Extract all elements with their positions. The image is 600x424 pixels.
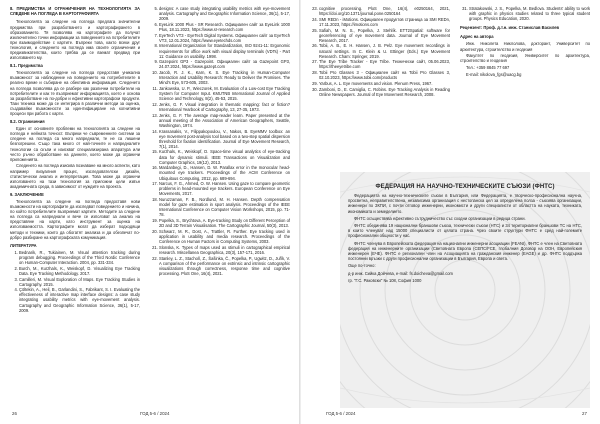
reference-item: 15. Kurzhals, K., Weiskopf, D. Space-time visual analytics of eye-tracking data for dynamic stimuli. IEEE Transactions on Visualization and Computer Graphics, 19(12), 2013. — [159, 149, 290, 164]
paragraph: ФНТС осъществява ефективно сътрудничество със сходни организации в редица страни. — [354, 215, 526, 221]
reference-item: 9. Gazepoint GP3 - Gazepoint. Официален сайт за Gazepoint GP3, 24.07.2024, https://www.gazept.com — [159, 59, 290, 69]
reference-item: 18. Nuruzzaman, F. B., Nordlund, M. H. Hansen. Depth compensation model for gaze estimation in sport analysis. Proceedings of the IEEE International Conference on Computer Vision Workshops, 2015, pp. 71-78. — [159, 197, 290, 217]
reviewer-line: Рецензент: Проф. д.т.н. инж. Станислав Василев — [460, 25, 560, 31]
reference-item: 6. EyeLink 1000 Plus - SR Research. Официален сайт за EyeLink 1000 Plus, 18.11.2023, https://www.sr-research.com — [159, 22, 290, 32]
reference-item: 30. Zamboni, D., E. Camiglia, C. Robins. Eye Tracking Analysis in Reading Online Newspapers. Journal of Eye Movement Research, 2008. — [319, 87, 450, 97]
reference-item: 5. designs: A case study integrating usability metrics with eye-movement analysis. Cartography and Geographic Information Science, 36(1), 5-17, 2009. — [159, 6, 290, 21]
paragraph: Един от основните проблеми на технологията за следене на погледа е нейната точност. Въпреки че съвременните системи за следене на погледа са много напреднали, те не са лишени безпогрешни. Също така много от най-точните и напредналите технологии са скъпи и изискват специализирана апаратура или често ръчно обработване на данните, което може да ограничи приложенията. — [10, 126, 140, 162]
paragraph: ФНТС членува в Европейската федерация на национални инженерни асоциации (FEANI), ФНТС е член на Световната федерация на инженерните организации (Световната Европа (СЕПС/FCE, глобалния Договор на ООН, Европейския инженерен (ЕЧЕ). ФНТС е регионален член на Асоциацията на гражданския инженер (EAGE) и др. ФНТС поддържа постоянни връзки с други професионални организации в България, Европа и света. — [348, 240, 582, 262]
reference-item: 20. Schwarz, M. R., Dost, A., Trattler, R. Further. Eye tracking used in application in usability and media research. Proceedings of the Conference on Human Factors in Computing Systems, 2003. — [159, 229, 290, 244]
author-address-line: Инж. Николета Никлолова, докторант, Университет по архитектура, строителство и геодезия — [460, 41, 590, 52]
contact-line: д-р инж. Сийка Дойчева, e-mail: fs.doicheva@gmail.com — [348, 270, 453, 276]
reference-item: 12. Jenks, G. F. Visual integration in thematic mapping: fact or fiction? International Yearbook of Cartography, 13, 27-35, 1973. — [159, 102, 290, 112]
reference-item: 13. Jenks, G. F. The average map-reader learn. Paper presented at the annual meeting of the Association of American Geographers, Seattle, Washington, 1974. — [159, 113, 290, 128]
left-page-column-1 — [10, 6, 140, 406]
reference-item: 21. Slonska, K. Types of maps used as stimuli in cartographical empirical research. Miscellanea Geographica, 20(3), 157-171, 2016. — [159, 245, 290, 255]
reference-item: 22. Stanley, L. Z., Stachoň, Z., Šašinka, Č., Popelka, P., Ugwitz, D., Juřík, V. A comparison of the performance on extrinsic and intrinsic cartographic visualizations through correctness, response time and cognitive processing. PloS One, 16(4), 2021. — [159, 256, 290, 276]
issue-label: ГОД 5-6 / 2024 — [140, 411, 170, 416]
reference-item: 23. cognitive processing. PloS One, 16(4), e0250164, 2021, https://doi.org/10.1371/journal.pone.0250164 — [319, 6, 450, 16]
reference-item: 2. Burch, M., Kurzhals, K., Weiskopf, D. Visualizing Eye Tracking Data. Eye Tracking Methodology. 2017. — [19, 266, 140, 276]
reference-item: 27. The Eye Tribe Tracker - Eye Tribe. Технически сайт, 05.06.2023, https://theeyetribe.com — [319, 59, 450, 69]
federation-title: ФЕДЕРАЦИЯ НА НАУЧНО-ТЕХНИЧЕСКИТЕ СЪЮЗИ (ФНТС) — [375, 184, 555, 190]
reference-item: 31. Stratakowski, J. S., Popelka, M. Bedlova. Students' ability to work with graphic in physics studies related to three typical student groups. Physics Education, 2020. — [469, 6, 590, 21]
right-page-column-2 — [460, 6, 590, 166]
reference-list — [150, 6, 290, 276]
paragraph: Следенето на погледа изисква познаване на много аспекти, като например визуалния процес, изследователски дизайн, статистически анализ и интерпретация. Това може да ограничи използването на тази технология за приложни цели извън академичната среда, в зависимост от нуждите на проекта. — [10, 163, 140, 189]
issue-label: ГОД 5-6 / 2024 — [326, 411, 356, 416]
contact-label: Още по-точно: — [348, 263, 376, 269]
reference-item: 26. Tobii, A. B., E. H. Hansen, J. B. Pelz. Eye movement recordings in natural settings. In C. Klein & U. Ettinger (Eds.) Eye Movement Research. Cham: Springer, 2019. — [319, 43, 450, 58]
reference-item: 28. Tobii Pro Glasses 3 - Официален сайт на Tobii Pro Glasses 3, 02.10.2023, https://www.tobii.com/products — [319, 70, 450, 80]
paragraph: ФНТС обединява 19 национални браншови съюза, технически съюзи (НТС) и 34 териториални браншови ТС на НТС, в които членуват над 15000 специалисти от цялата страна. Чрез своите структури ФНТС е сред най-големите професионални общности у нас. — [348, 223, 582, 239]
reference-item: 7. EyeTech VT3 - EyeTech Digital Systems. Официален сайт за EyeTech VT3, 12.01.2024, https://www.eyetechds.com — [159, 33, 290, 43]
reference-item: 3. Camilleri, M. Visual Exploration of Maps. Eye Tracking Studies in Cartography. 2015. — [19, 277, 140, 287]
author-phone: Тел.: +359 8845 77 697 — [466, 65, 510, 71]
reference-list — [460, 6, 590, 21]
federation-text — [348, 184, 582, 285]
reference-item: 4. Çöltekin, A., Heil, B., Garlandini, S., Fabrikant, S. I. Evaluating the effectiveness of interactive map interface designs: a case study integrating usability metrics with eye-movement analysis. Cartography and Geographic Information Science, 36(1), 5-17, 2009. — [19, 287, 140, 312]
right-page-column-1 — [310, 6, 450, 166]
paragraph: Технологията за следене на погледа предлага значителни предимства при разработването и картографирането в образованието. Тя позволява на картографите да получат изключително точни информации за поведението на потребителите при взаимодействие с картите. Въпреки това, както всеки друг технология, и следенето на погледа има своите ограничения и предизвикателства, които трябва да се вземат предвид при използването му. — [10, 19, 140, 61]
reference-list — [10, 250, 140, 313]
reference-item: 10. Jacob, R. J. K., Karn, K. S. Eye Tracking in Human-Computer Interaction and Usability Research: Ready to Deliver the Promises. The Mind's Eye, 573-605, 2003. — [159, 70, 290, 85]
reference-item: 25. Safiah, M. N. S., Popelka, J. Stehlík. ETT2Spatial: software for georeferencing of eye movement data. Journal of Eye Movement Research, 2017. — [319, 28, 450, 43]
author-address-line: Факултет по геодезия, Университет по архитектура, строителство и геодезия — [460, 53, 590, 64]
reference-list — [310, 6, 450, 97]
paragraph: Федерацията на научно-техническите съюзи в България, или Федерацията, е творческо-професионална научна, просветна, неправителствена, независима организация с нестопанска цел за определена полза - съюзява организации, инженери по ЗКПИ, с почти отговор инженерни, икономисти и други специалисти от областта на науката, техниката, икономиката и земеделието. — [348, 193, 582, 214]
references-heading: ЛИТЕРАТУРА — [10, 242, 37, 248]
section-heading: 8. ПРЕДИМСТВА И ОГРАНИЧЕНИЯ НА ТЕХНОЛОГИЯТА ЗА СЛЕДЕНЕ НА ПОГЛЕДА В КАРТОГРАФИЯТА — [10, 6, 140, 17]
left-page-column-2 — [150, 6, 290, 406]
author-email: E-mail: nikolova_fgs@uacg.bg — [466, 71, 522, 77]
reference-item: 1. Bednarik, R., Tukiainen, M. Visual attention tracking during program debugging. Proceedings of the Third Nordic Conference on Human-Computer Interaction. 2004, pp. 331-334. — [19, 250, 140, 265]
author-address-heading: Адрес на автора — [460, 34, 494, 40]
contact-line: гр. "Г.С. Раковски" № 108, София 1000 — [348, 277, 422, 283]
section-heading: 9. ЗАКЛЮЧЕНИЕ — [10, 191, 44, 197]
reference-item: 24. SMI REDn - iMotions. Официален продуктов страница за SMI REDn, 17.11.2023, https://imotions.com — [319, 17, 450, 27]
reference-item: 8. International Organization for Standardization, ISO 9241-11: Ergonomic requirements for office work with visual display terminals (VDTs) - Part 11: Guidance on usability. 1998. — [159, 43, 290, 58]
paragraph: Технологията за следене на погледа предоставя нови възможности на картографите да изследват поведението и начина, по който потребителите възприемат картите. Методите за следене на погледа са напреднали и вече се използват за анализ на представяне на карти, като инструмент за оценка на използваемостта. Картографите могат да изберат подходящи методи и техники, които да обогатят анализа и да обезпечат по-добро разбиране на картографската комуникация. — [10, 199, 140, 240]
page-number: 26 — [12, 411, 17, 416]
reference-item: 14. Krassanakis, V., Filippakopoulou, V., Nakos, B. EyeMMV toolbox: an eye movement post-analysis tool based on a two-step spatial dispersion threshold for fixation identification. Journal of Eye Movement Research, 7(1), 2014. — [159, 129, 290, 149]
reference-item: 17. Narcus, F. G., Ahmed, O. W. Hansen. Using gaze to compare geometric problems in head-mounted eye trackers. European Conference on Eye Movements, 2017. — [159, 181, 290, 196]
reference-item: 29. Yarbus, A. L. Eye movements and vision. Plenum Press, 1967. — [319, 81, 450, 86]
page-number: 27 — [582, 411, 587, 416]
subsection-heading: 8.1. Предимства — [10, 63, 43, 69]
paragraph: Технологията за следене на погледа предоставя уникална възможност за наблюдение на поведението на потребителите в реално време и събиране на обективна информация. Следенето на погледа позволява да се разбере как различни потребители на потребителите и как те възприемат информацията, което е основа за разработване на по-добри и ефективни картографски продукти. Тази техника може да се интегрира в различни методи за оценка, създавайки възможности за идентифициране на когнитивни процеси при работа с карти. — [10, 70, 140, 116]
subsection-heading: 8.2. Ограничения — [10, 119, 45, 125]
reference-item: 16. Mardanbegi, D., Hansen, D. W. Parallax error in the monocular head-mounted eye trackers. Proceedings of the ACM Conference on Ubiquitous Computing, 2012, pp. 689-694. — [159, 165, 290, 180]
reference-item: 19. Popelka, S., Brychtova, A. Eye-tracking Study on Different Perception of 2D and 3D Terrain Visualisation. The Cartographic Journal, 50(3), 2013. — [159, 218, 290, 228]
federation-announcement — [340, 172, 590, 408]
reference-item: 11. Jankowska, U. P., Wieczorek, M. Evaluation of a Low-cost Eye Tracking System for Computer Input. KMUTNB International Journal of Applied Science and Technology, 8(2), 45-53, 2015. — [159, 86, 290, 101]
